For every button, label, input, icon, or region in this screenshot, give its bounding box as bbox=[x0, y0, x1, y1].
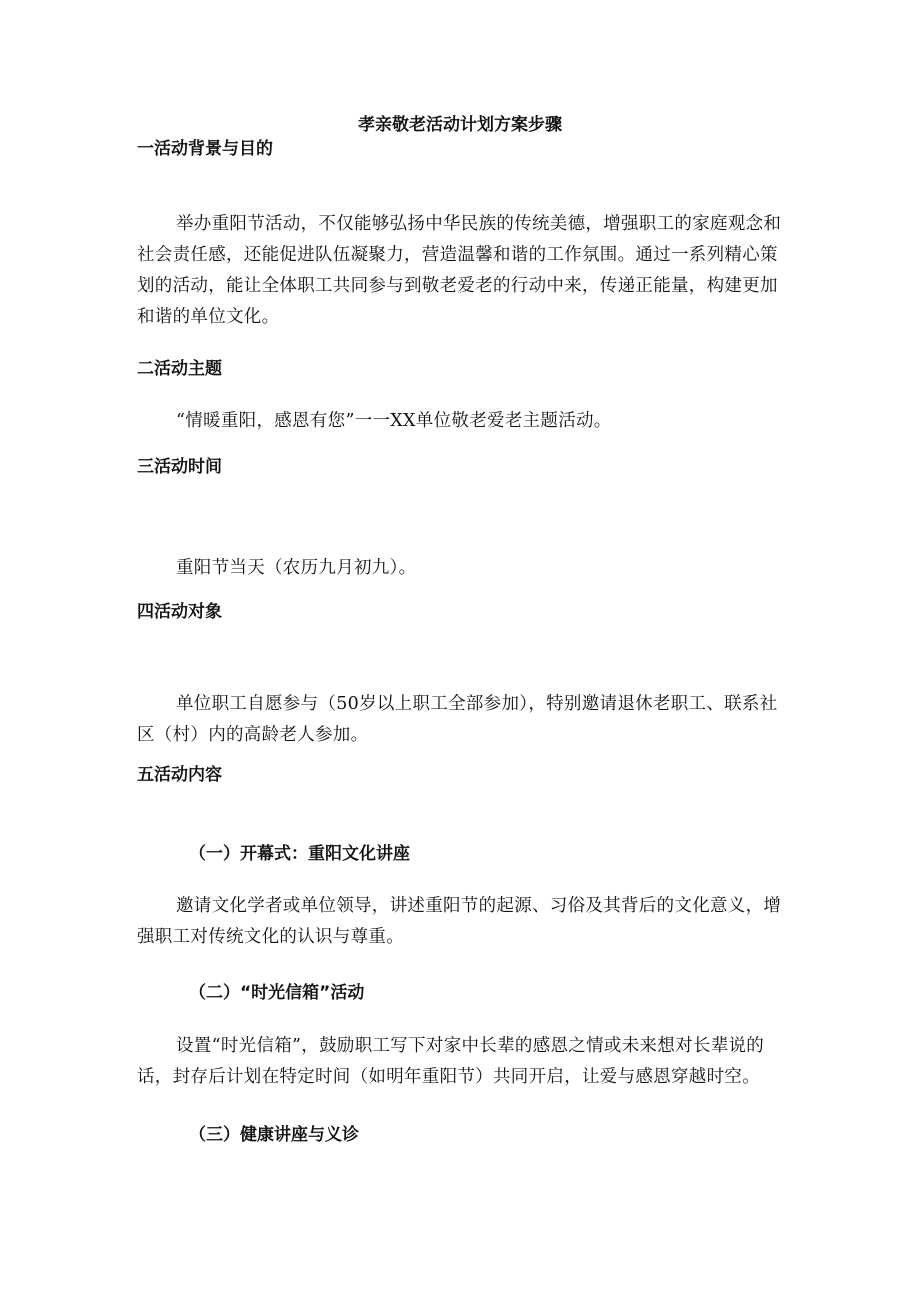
subsection-paragraph-opening: 邀请文化学者或单位领导，讲述重阳节的起源、习俗及其背后的文化意义，增强职工对传统文化的认识与尊重。 bbox=[137, 896, 782, 947]
document-title: 孝亲敬老活动计划方案步骤 bbox=[358, 115, 562, 135]
section-paragraph-theme: “情暖重阳，感恩有您”一一XX单位敬老爱老主题活动。 bbox=[176, 411, 612, 431]
section-heading-theme: 二活动主题 bbox=[137, 359, 222, 379]
section-heading-audience: 四活动对象 bbox=[137, 602, 222, 622]
section-heading-time: 三活动时间 bbox=[137, 457, 222, 477]
section-heading-background: 一活动背景与目的 bbox=[137, 139, 273, 159]
subsection-heading-opening: （一）开幕式：重阳文化讲座 bbox=[189, 844, 410, 864]
section-paragraph-background: 举办重阳节活动，不仅能够弘扬中华民族的传统美德，增强职工的家庭观念和社会责任感，还能促进队伍凝聚力，营造温馨和谐的工作氛围。通过一系列精心策划的活动，能让全体职工共同参与到敬老爱老的行动中来，传递正能量，构建更加和谐的单位文化。 bbox=[137, 214, 782, 327]
subsection-heading-health: （三）健康讲座与义诊 bbox=[189, 1125, 359, 1145]
section-paragraph-audience: 单位职工自愿参与（50岁以上职工全部参加），特别邀请退休老职工、联系社区（村）内的高龄老人参加。 bbox=[137, 694, 778, 745]
subsection-paragraph-time-mailbox: 设置“时光信箱”，鼓励职工写下对家中长辈的感恩之情或未来想对长辈说的话，封存后计划在特定时间（如明年重阳节）共同开启，让爱与感恩穿越时空。 bbox=[137, 1036, 765, 1087]
section-paragraph-time: 重阳节当天（农历九月初九）。 bbox=[176, 558, 417, 578]
subsection-heading-time-mailbox: （二）“时光信箱”活动 bbox=[189, 983, 365, 1003]
section-heading-content: 五活动内容 bbox=[137, 765, 222, 785]
